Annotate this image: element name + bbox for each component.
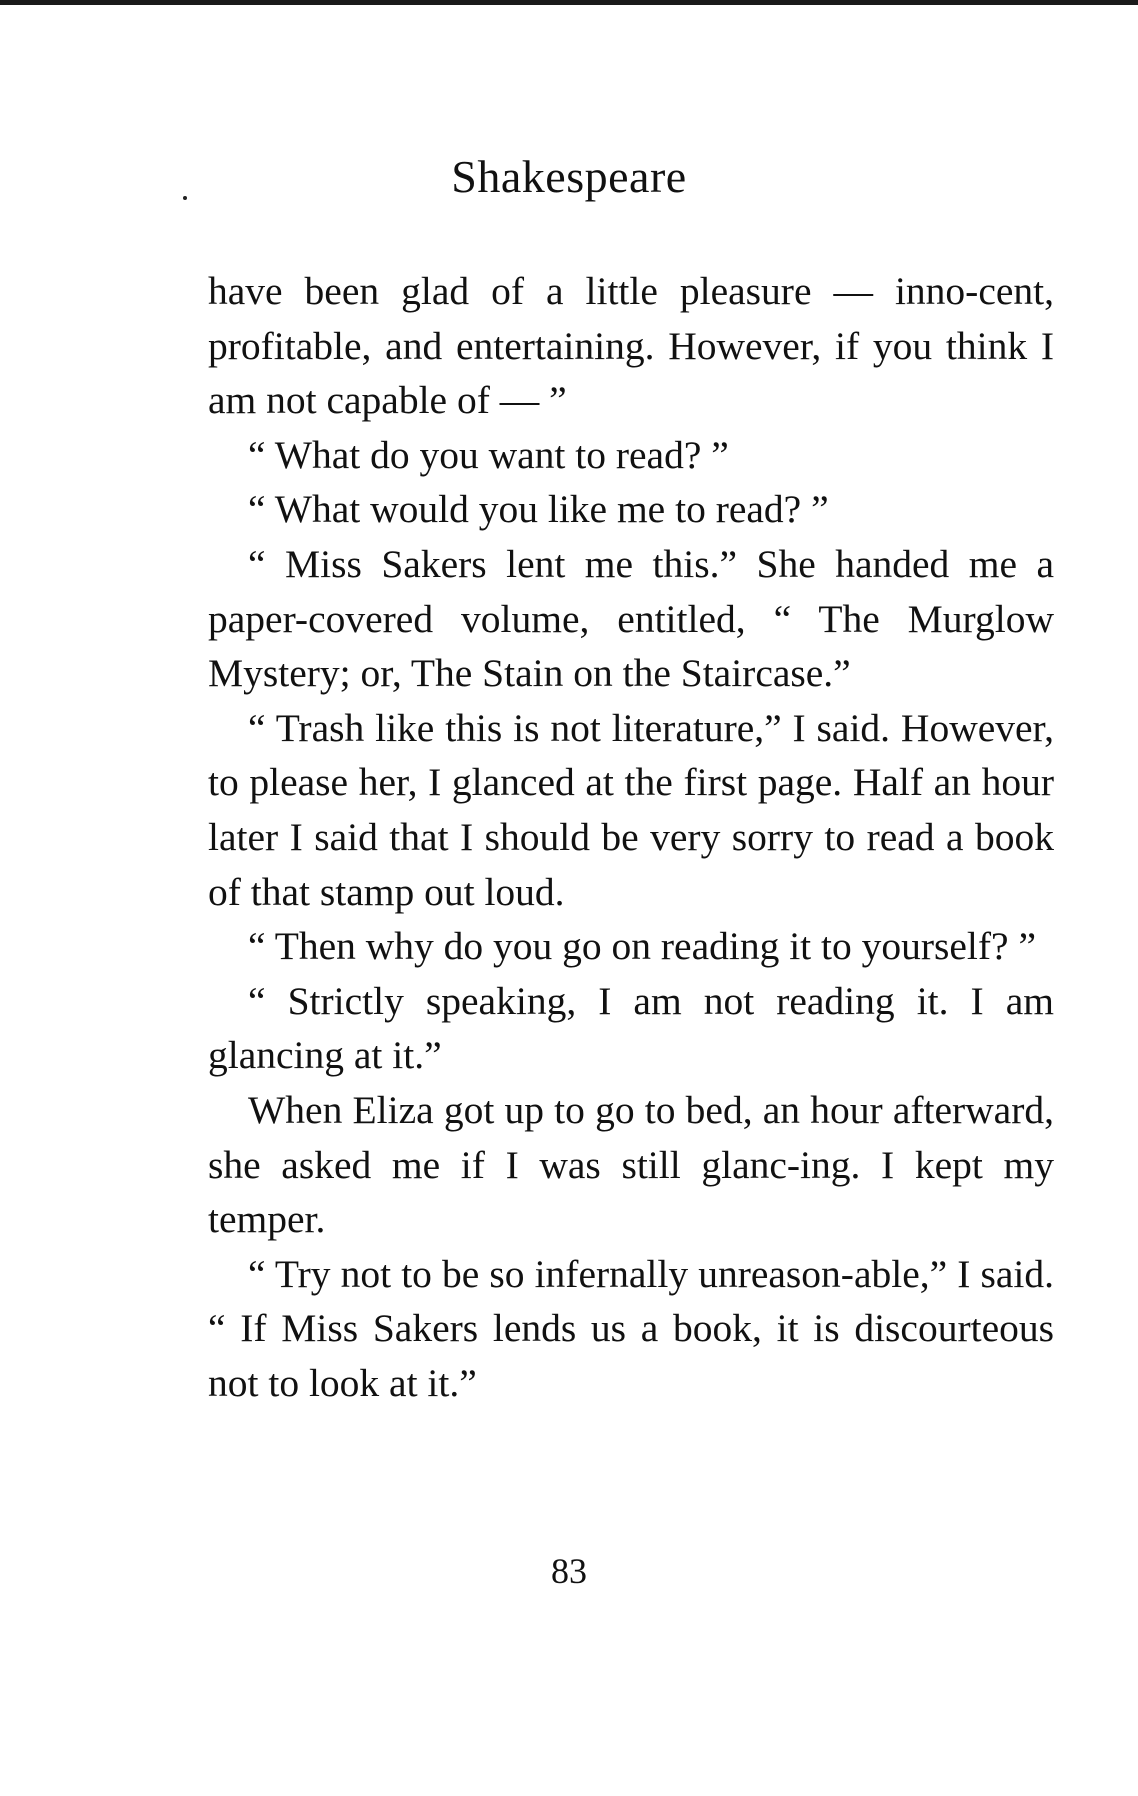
paragraph: “ What do you want to read? ”: [248, 432, 729, 477]
paragraph: When Eliza got up to go to bed, an hour afterward, she asked me if I was still glanc-ing. I kept my temper.: [208, 1087, 1054, 1242]
paragraph: “ Trash like this is not literature,” I said. However, to please her, I glanced at the first page. Half an hour later I said that I should be very sorry to read a book of that stamp out loud.: [208, 705, 1054, 914]
paragraph-continuation: have been glad of a little pleasure — inno-cent, profitable, and entertaining. However, if you think I am not capable of — ”: [208, 269, 1054, 423]
paragraph: “ Then why do you go on reading it to yourself? ”: [248, 924, 1036, 969]
paragraph: “ Miss Sakers lent me this.” She handed me a paper-covered volume, entitled, “ The Murglow Mystery; or, The Stain on the Staircase.”: [208, 541, 1054, 696]
paragraph: “ Strictly speaking, I am not reading it. I am glancing at it.”: [208, 978, 1054, 1078]
page-top-edge: [0, 0, 1138, 5]
running-head: Shakespeare: [451, 151, 687, 202]
page-number: 83: [551, 1551, 587, 1591]
paragraph: “ Try not to be so infernally unreason-able,” I said. “ If Miss Sakers lends us a book, it is discourteous not to look at it.”: [208, 1251, 1054, 1405]
body-text: [208, 264, 1054, 1410]
paragraph: “ What would you like me to read? ”: [248, 487, 829, 532]
